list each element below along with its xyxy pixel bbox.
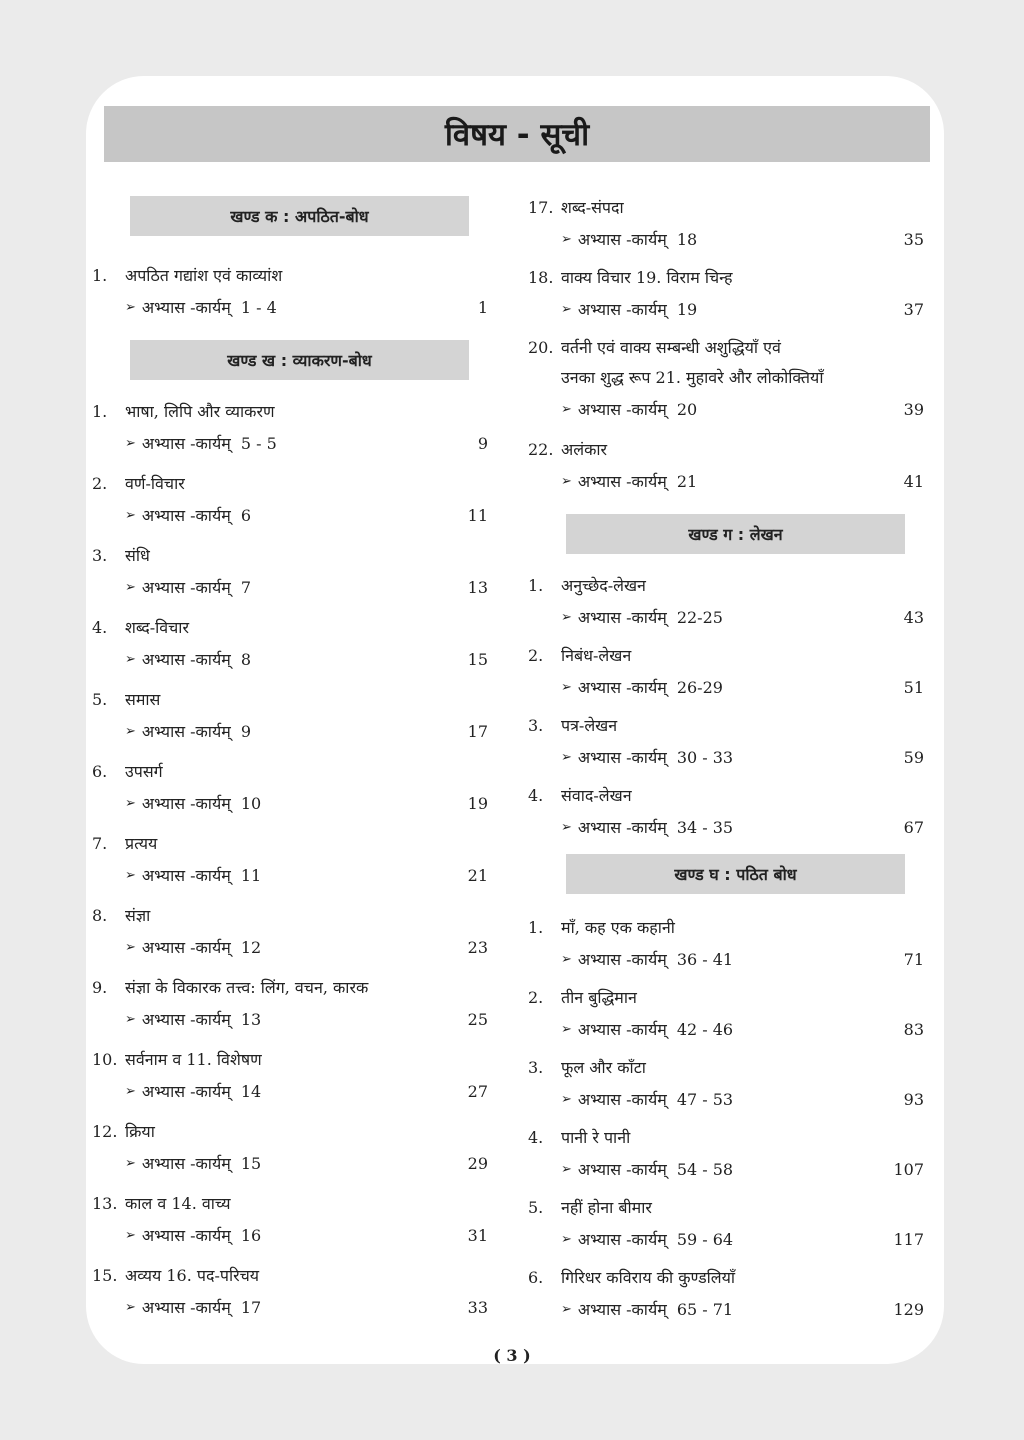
toc-entry-title[interactable]: संज्ञा [125,906,151,925]
exercise-label: अभ्यास -कार्यम् [577,1020,667,1039]
toc-entry-title[interactable]: काल व 14. वाच्य [125,1194,231,1213]
exercise-line[interactable] [561,748,733,768]
toc-entry-number: 2. [528,988,544,1007]
section-header [566,854,905,894]
toc-page-number: 37 [903,300,924,319]
exercise-label: अभ्यास -कार्यम् [141,1154,231,1173]
exercise-line[interactable] [125,1298,261,1318]
section-label: खण्ड घ : पठित बोध [674,865,797,884]
exercise-line[interactable] [125,1154,261,1174]
section-label: खण्ड ग : लेखन [688,525,783,544]
toc-page-number: 19 [467,794,488,813]
exercise-line[interactable] [561,950,733,970]
toc-entry-title-continued[interactable]: उनका शुद्ध रूप 21. मुहावरे और लोकोक्तियाँ [561,368,824,387]
toc-entry-title[interactable]: उपसर्ग [125,762,163,781]
exercise-range: 13 [240,1010,262,1029]
exercise-range: 21 [676,472,698,491]
toc-entry-title[interactable]: नहीं होना बीमार [561,1198,652,1217]
toc-entry-number: 5. [528,1198,544,1217]
toc-entry-number: 10. [92,1050,118,1069]
toc-entry-title[interactable]: अलंकार [561,440,608,459]
toc-entry-number: 2. [528,646,544,665]
arrow-bullet-icon: ➢ [125,1300,136,1315]
toc-page-number: 67 [903,818,924,837]
exercise-label: अभ्यास -कार्यम् [577,400,667,419]
toc-entry-number: 1. [528,576,544,595]
toc-entry-number: 5. [92,690,108,709]
exercise-line[interactable] [125,866,261,886]
toc-page-number: 23 [467,938,488,957]
exercise-label: अभ्यास -कार्यम् [577,678,667,697]
exercise-range: 14 [240,1082,262,1101]
exercise-line[interactable] [561,230,697,250]
exercise-range: 26-29 [676,678,723,697]
arrow-bullet-icon: ➢ [561,302,572,317]
exercise-line[interactable] [125,434,277,454]
exercise-range: 1 - 4 [240,298,277,317]
toc-page-number: 9 [477,434,488,453]
toc-page-number: 117 [893,1230,924,1249]
arrow-bullet-icon: ➢ [125,1228,136,1243]
exercise-line[interactable] [561,300,697,320]
exercise-line[interactable] [561,1160,733,1180]
toc-entry-title[interactable]: पानी रे पानी [561,1128,631,1147]
toc-entry-title[interactable]: फूल और काँटा [561,1058,646,1077]
exercise-line[interactable] [125,506,251,526]
toc-entry-number: 22. [528,440,554,459]
toc-page-number: 41 [903,472,924,491]
toc-page-number: 51 [903,678,924,697]
exercise-range: 20 [676,400,698,419]
toc-page-number: 71 [903,950,924,969]
toc-entry-number: 6. [92,762,108,781]
exercise-label: अभ्यास -कार्यम् [577,472,667,491]
toc-page-number: 93 [903,1090,924,1109]
exercise-label: अभ्यास -कार्यम् [141,722,231,741]
exercise-label: अभ्यास -कार्यम् [141,794,231,813]
exercise-line[interactable] [561,400,697,420]
toc-entry-title[interactable]: समास [125,690,161,709]
arrow-bullet-icon: ➢ [125,724,136,739]
toc-entry-title[interactable]: अव्यय 16. पद-परिचय [125,1266,260,1285]
toc-page-number: 35 [903,230,924,249]
exercise-label: अभ्यास -कार्यम् [577,300,667,319]
toc-entry-number: 20. [528,338,554,357]
exercise-label: अभ्यास -कार्यम् [141,1082,231,1101]
exercise-label: अभ्यास -कार्यम् [141,650,231,669]
toc-page-number: 17 [467,722,488,741]
toc-entry-number: 3. [528,716,544,735]
exercise-range: 7 [240,578,251,597]
exercise-range: 9 [240,722,251,741]
exercise-label: अभ्यास -कार्यम् [577,230,667,249]
exercise-range: 18 [676,230,698,249]
toc-entry-title[interactable]: माँ, कह एक कहानी [561,918,675,937]
section-header [130,196,469,236]
toc-entry-number: 4. [528,786,544,805]
toc-entry-title[interactable]: क्रिया [125,1122,155,1141]
toc-page-number: 11 [467,506,488,525]
exercise-line[interactable] [125,1082,261,1102]
arrow-bullet-icon: ➢ [561,1302,572,1317]
toc-entry-title[interactable]: भाषा, लिपि और व्याकरण [125,402,275,421]
exercise-line[interactable] [561,472,697,492]
toc-entry-title[interactable]: वर्तनी एवं वाक्य सम्बन्धी अशुद्धियाँ एवं [561,338,781,357]
arrow-bullet-icon: ➢ [125,940,136,955]
toc-entry-title[interactable]: संज्ञा के विकारक तत्त्व: लिंग, वचन, कारक [125,978,369,997]
toc-page-number: 25 [467,1010,488,1029]
toc-entry-number: 3. [528,1058,544,1077]
toc-entry-number: 1. [528,918,544,937]
exercise-range: 17 [240,1298,262,1317]
toc-entry-number: 4. [528,1128,544,1147]
exercise-line[interactable] [125,722,251,742]
toc-page-number: 33 [467,1298,488,1317]
toc-page-number: 83 [903,1020,924,1039]
arrow-bullet-icon: ➢ [561,474,572,489]
exercise-label: अभ्यास -कार्यम् [141,1298,231,1317]
toc-entry-number: 17. [528,198,554,217]
exercise-line[interactable] [561,1020,733,1040]
exercise-range: 42 - 46 [676,1020,734,1039]
exercise-range: 65 - 71 [676,1300,734,1319]
toc-entry-number: 13. [92,1194,118,1213]
toc-entry-title[interactable]: वाक्य विचार 19. विराम चिन्ह [561,268,733,287]
exercise-range: 8 [240,650,251,669]
exercise-range: 15 [240,1154,262,1173]
exercise-label: अभ्यास -कार्यम् [141,434,231,453]
toc-page-number: 1 [477,298,488,317]
toc-entry-title[interactable]: अपठित गद्यांश एवं काव्यांश [125,266,283,285]
toc-entry-number: 4. [92,618,108,637]
section-header [130,340,469,380]
exercise-range: 47 - 53 [676,1090,734,1109]
arrow-bullet-icon: ➢ [125,580,136,595]
exercise-range: 30 - 33 [676,748,734,767]
exercise-line[interactable] [125,794,261,814]
arrow-bullet-icon: ➢ [561,750,572,765]
arrow-bullet-icon: ➢ [561,1092,572,1107]
toc-entry-number: 8. [92,906,108,925]
arrow-bullet-icon: ➢ [125,300,136,315]
section-header [566,514,905,554]
page-title: विषय - सूची [444,117,590,153]
exercise-range: 54 - 58 [676,1160,734,1179]
arrow-bullet-icon: ➢ [125,508,136,523]
arrow-bullet-icon: ➢ [561,1162,572,1177]
toc-entry-number: 7. [92,834,108,853]
toc-entry-title[interactable]: पत्र-लेखन [561,716,618,735]
arrow-bullet-icon: ➢ [561,680,572,695]
toc-page-number: 129 [893,1300,924,1319]
toc-page-number: 15 [467,650,488,669]
arrow-bullet-icon: ➢ [561,952,572,967]
arrow-bullet-icon: ➢ [561,1232,572,1247]
exercise-range: 10 [240,794,262,813]
exercise-label: अभ्यास -कार्यम् [141,298,231,317]
exercise-range: 16 [240,1226,262,1245]
title-bar [104,106,930,162]
exercise-range: 11 [240,866,262,885]
exercise-label: अभ्यास -कार्यम् [577,748,667,767]
exercise-range: 22-25 [676,608,723,627]
toc-entry-title[interactable]: संवाद-लेखन [561,786,632,805]
exercise-line[interactable] [125,1010,261,1030]
toc-page-number: 43 [903,608,924,627]
toc-page-number: 29 [467,1154,488,1173]
exercise-label: अभ्यास -कार्यम् [141,866,231,885]
toc-entry-title[interactable]: तीन बुद्धिमान [561,988,637,1007]
arrow-bullet-icon: ➢ [125,1156,136,1171]
exercise-line[interactable] [561,608,723,628]
toc-entry-number: 1. [92,402,108,421]
toc-entry-title[interactable]: सर्वनाम व 11. विशेषण [125,1050,262,1069]
exercise-label: अभ्यास -कार्यम् [577,818,667,837]
exercise-line[interactable] [125,650,251,670]
exercise-label: अभ्यास -कार्यम् [577,1300,667,1319]
exercise-range: 12 [240,938,262,957]
exercise-label: अभ्यास -कार्यम् [577,1090,667,1109]
toc-entry-title[interactable]: संधि [125,546,150,565]
toc-entry-number: 15. [92,1266,118,1285]
toc-entry-number: 12. [92,1122,118,1141]
exercise-label: अभ्यास -कार्यम् [577,1230,667,1249]
toc-entry-title[interactable]: वर्ण-विचार [125,474,185,493]
toc-page-number: 27 [467,1082,488,1101]
toc-entry-number: 9. [92,978,108,997]
toc-page-number: 13 [467,578,488,597]
toc-entry-title[interactable]: शब्द-विचार [125,618,189,637]
toc-page-number: 21 [467,866,488,885]
arrow-bullet-icon: ➢ [125,436,136,451]
exercise-label: अभ्यास -कार्यम् [141,506,231,525]
exercise-line[interactable] [561,678,723,698]
toc-entry-number: 18. [528,268,554,287]
arrow-bullet-icon: ➢ [561,820,572,835]
exercise-line[interactable] [561,1230,733,1250]
toc-page-number: 59 [903,748,924,767]
section-label: खण्ड क : अपठित-बोध [230,207,369,226]
arrow-bullet-icon: ➢ [125,868,136,883]
exercise-line[interactable] [561,1090,733,1110]
toc-page-number: 39 [903,400,924,419]
exercise-line[interactable] [125,1226,261,1246]
toc-entry-number: 6. [528,1268,544,1287]
arrow-bullet-icon: ➢ [125,1084,136,1099]
exercise-range: 5 - 5 [240,434,277,453]
toc-entry-title[interactable]: गिरिधर कविराय की कुण्डलियाँ [561,1268,736,1287]
exercise-label: अभ्यास -कार्यम् [577,1160,667,1179]
exercise-range: 34 - 35 [676,818,734,837]
exercise-label: अभ्यास -कार्यम् [141,938,231,957]
exercise-label: अभ्यास -कार्यम् [577,950,667,969]
toc-entry-title[interactable]: प्रत्यय [125,834,158,853]
toc-entry-title[interactable]: अनुच्छेद-लेखन [561,576,646,595]
page-number-footer: ( 3 ) [493,1346,531,1365]
arrow-bullet-icon: ➢ [561,232,572,247]
section-label: खण्ड ख : व्याकरण-बोध [227,351,372,370]
exercise-line[interactable] [561,1300,733,1320]
toc-page-number: 31 [467,1226,488,1245]
toc-page-number: 107 [893,1160,924,1179]
arrow-bullet-icon: ➢ [561,610,572,625]
exercise-range: 59 - 64 [676,1230,734,1249]
exercise-line[interactable] [125,298,277,318]
toc-entry-number: 1. [92,266,108,285]
exercise-label: अभ्यास -कार्यम् [141,1226,231,1245]
exercise-range: 6 [240,506,251,525]
exercise-line[interactable] [561,818,733,838]
toc-entry-title[interactable]: शब्द-संपदा [561,198,624,217]
exercise-label: अभ्यास -कार्यम् [141,1010,231,1029]
arrow-bullet-icon: ➢ [125,1012,136,1027]
toc-entry-title[interactable]: निबंध-लेखन [561,646,632,665]
toc-entry-number: 3. [92,546,108,565]
arrow-bullet-icon: ➢ [561,1022,572,1037]
arrow-bullet-icon: ➢ [125,652,136,667]
exercise-label: अभ्यास -कार्यम् [577,608,667,627]
exercise-line[interactable] [125,938,261,958]
exercise-line[interactable] [125,578,251,598]
exercise-range: 19 [676,300,698,319]
exercise-range: 36 - 41 [676,950,734,969]
arrow-bullet-icon: ➢ [561,402,572,417]
toc-entry-number: 2. [92,474,108,493]
arrow-bullet-icon: ➢ [125,796,136,811]
exercise-label: अभ्यास -कार्यम् [141,578,231,597]
